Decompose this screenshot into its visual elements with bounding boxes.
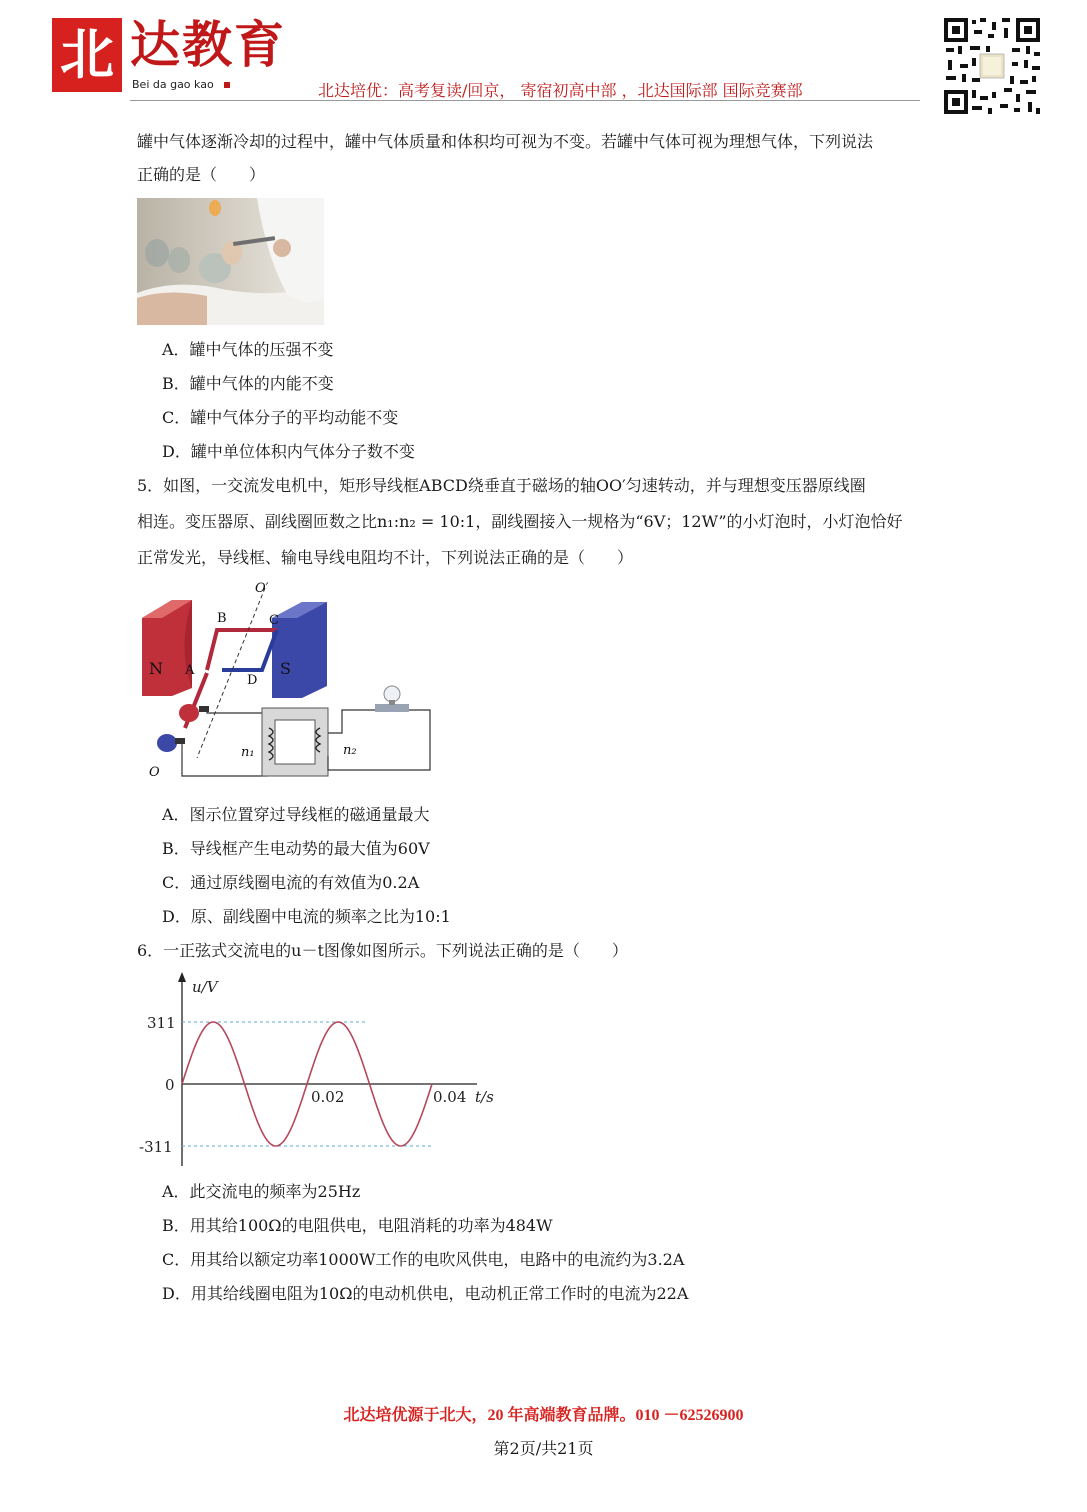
x-tick-0.02: 0.02 xyxy=(311,1088,345,1106)
q6-stem: 6．一正弦式交流电的u－t图像如图所示。下列说法正确的是（ ） xyxy=(137,941,628,960)
q5-stem-line2: 相连。变压器原、副线圈匝数之比n₁:n₂ = 10:1，副线圈接入一规格为“6V；12W”的小灯泡时，小灯泡恰好 xyxy=(137,512,903,531)
q4-option-a: A．罐中气体的压强不变 xyxy=(162,340,334,359)
q6-option-b: B．用其给100Ω的电阻供电，电阻消耗的功率为484W xyxy=(162,1216,553,1235)
q6-option-c: C．用其给以额定功率1000W工作的电吹风供电，电路中的电流约为3.2A xyxy=(162,1250,685,1269)
y-tick-zero: 0 xyxy=(165,1076,175,1094)
label-N: N xyxy=(149,659,163,678)
q5-option-d: D．原、副线圈中电流的频率之比为10:1 xyxy=(162,907,451,926)
qr-code-icon xyxy=(942,16,1042,116)
logo-pinyin: Bei da gao kao xyxy=(132,78,214,91)
footer-advertisement: 北达培优源于北大，20 年高端教育品牌。010 －62526900 xyxy=(343,1407,744,1424)
x-tick-0.04: 0.04 xyxy=(433,1088,467,1106)
label-C: C xyxy=(269,613,279,628)
logo-dot xyxy=(224,82,230,88)
q6-option-d: D．用其给线圈电阻为10Ω的电动机供电，电动机正常工作时的电流为22A xyxy=(162,1284,689,1303)
label-D: D xyxy=(247,673,258,688)
generator-diagram xyxy=(137,578,437,780)
label-B: B xyxy=(217,611,227,626)
y-tick-min: -311 xyxy=(139,1138,173,1156)
header-divider xyxy=(130,100,920,101)
logo-character: 北 xyxy=(60,22,114,86)
q4-option-c: C．罐中气体分子的平均动能不变 xyxy=(162,408,399,427)
q5-stem-line3: 正常发光，导线框、输电导线电阻均不计，下列说法正确的是（ ） xyxy=(137,548,634,567)
q5-option-c: C．通过原线圈电流的有效值为0.2A xyxy=(162,873,420,892)
ut-chart xyxy=(137,970,507,1170)
cupping-photo xyxy=(137,198,324,325)
q5-option-b: B．导线框产生电动势的最大值为60V xyxy=(162,839,430,858)
q6-option-a: A．此交流电的频率为25Hz xyxy=(162,1182,361,1201)
y-tick-max: 311 xyxy=(147,1014,176,1032)
label-n1: n₁ xyxy=(241,745,255,760)
y-axis-label: u/V xyxy=(192,978,218,996)
page-number: 第2页/共21页 xyxy=(493,1439,594,1458)
label-O-top: O′ xyxy=(255,581,269,596)
q4-stem-line1: 罐中气体逐渐冷却的过程中，罐中气体质量和体积均可视为不变。若罐中气体可视为理想气体，下列说法 xyxy=(137,132,874,151)
label-A: A xyxy=(185,663,195,678)
q4-option-b: B．罐中气体的内能不变 xyxy=(162,374,334,393)
label-S: S xyxy=(280,659,291,678)
logo-text: 达教育 xyxy=(130,15,286,74)
header-slogan: 北达培优：高考复读/回京， 寄宿初高中部 ，北达国际部 国际竞赛部 xyxy=(318,81,803,100)
label-n2: n₂ xyxy=(343,743,357,758)
q4-stem-line2: 正确的是（ ） xyxy=(137,165,266,184)
x-axis-label: t/s xyxy=(475,1088,494,1106)
q4-option-d: D．罐中单位体积内气体分子数不变 xyxy=(162,442,415,461)
y-axis-arrow xyxy=(178,972,186,982)
q5-option-a: A．图示位置穿过导线框的磁通量最大 xyxy=(162,805,430,824)
q5-stem-line1: 5．如图，一交流发电机中，矩形导线框ABCD绕垂直于磁场的轴OO′匀速转动，并与理想变压器原线圈 xyxy=(137,476,866,495)
label-O-bottom: O xyxy=(149,765,160,780)
